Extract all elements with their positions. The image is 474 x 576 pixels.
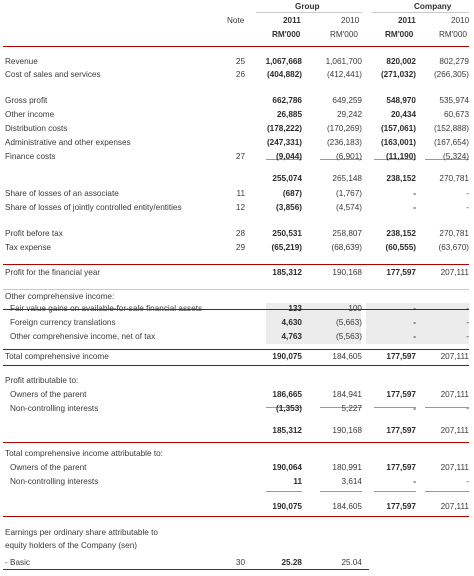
- group-2010-value: 3,614: [341, 477, 362, 486]
- group-2011-value: (687): [282, 189, 302, 198]
- group-2011-value: 662,786: [272, 96, 302, 105]
- company-2011-value: (163,001): [380, 138, 416, 147]
- group-2010-value: 1,061,700: [325, 57, 362, 66]
- company-header-rule: [372, 12, 469, 13]
- company-2011-value: 177,597: [386, 390, 416, 399]
- company-2011-value: 177,597: [386, 352, 416, 361]
- divider-before-tci-attr: [3, 442, 469, 443]
- company-2010-value: 207,111: [440, 390, 469, 399]
- row-label: Owners of the parent: [10, 463, 87, 472]
- row-label: Distribution costs: [5, 124, 68, 133]
- group-2010-value: 29,242: [336, 110, 362, 119]
- company-2010-value: (5,324): [443, 152, 469, 161]
- group-2010-value: 190,168: [332, 268, 362, 277]
- year-2010-company: 2010: [451, 16, 470, 25]
- company-2010-value: 207,111: [440, 502, 469, 511]
- group-2011-value: (247,331): [266, 138, 302, 147]
- group-2011-value: 250,531: [272, 229, 302, 238]
- row-label: Other income: [5, 110, 55, 119]
- company-2010-value: 535,974: [439, 96, 469, 105]
- company-2010-value: -: [466, 332, 469, 341]
- group-2011-value: (3,856): [276, 203, 302, 212]
- group-2011-value: 4,763: [281, 332, 302, 341]
- group-2011-value: (1,353): [276, 404, 302, 413]
- group-2010-value: (412,441): [326, 70, 362, 79]
- company-2011-value: (60,555): [385, 243, 416, 252]
- group-2010-value: (4,574): [336, 203, 362, 212]
- company-2011-value: -: [413, 332, 416, 341]
- company-2011-value: -: [413, 304, 416, 313]
- row-label: Foreign currency translations: [10, 318, 116, 327]
- subtotal-rule-c1c: [266, 491, 302, 492]
- row-label: Total comprehensive income: [5, 352, 109, 361]
- company-2010-value: -: [466, 203, 469, 212]
- row-label: Earnings per ordinary share attributable to: [5, 528, 158, 537]
- company-2011-value: -: [413, 477, 416, 486]
- group-2010-value: 5,227: [341, 404, 362, 413]
- group-2010-value: 184,605: [332, 352, 362, 361]
- row-label: Administrative and other expenses: [5, 138, 131, 147]
- divider-before-eps: [3, 516, 469, 517]
- row-note: 30: [235, 558, 245, 567]
- row-label: Other comprehensive income:: [5, 292, 115, 301]
- group-2010-value: 184,605: [332, 502, 362, 511]
- row-label: Finance costs: [5, 152, 56, 161]
- group-2011-value: 11: [293, 477, 302, 486]
- group-2010-value: (236,183): [326, 138, 362, 147]
- group-2010-value: 25.04: [341, 558, 362, 567]
- group-2011-value: 1,067,668: [265, 57, 302, 66]
- company-2011-value: 177,597: [386, 268, 416, 277]
- row-label: Fair value gains on available-for-sale financial assets: [10, 304, 203, 313]
- group-2010-value: (5,663): [336, 318, 362, 327]
- group-2011-value: 185,312: [272, 268, 302, 277]
- company-2010-value: (167,654): [433, 138, 469, 147]
- company-2011-value: -: [413, 404, 416, 413]
- company-2010-value: 207,111: [440, 426, 469, 435]
- year-2011-group: 2011: [283, 16, 301, 25]
- company-2010-value: 207,111: [440, 268, 469, 277]
- unit-2010-company: RM'000: [439, 30, 467, 39]
- group-2010-value: 184,941: [332, 390, 362, 399]
- group-2010-value: 100: [348, 304, 362, 313]
- company-2011-value: (157,061): [380, 124, 416, 133]
- company-2010-value: -: [466, 304, 469, 313]
- company-2011-value: 177,597: [386, 502, 416, 511]
- subtotal-rule-c3c: [374, 491, 416, 492]
- divider-before-tci: [3, 349, 469, 350]
- company-2010-value: 270,781: [439, 174, 469, 183]
- group-2010-value: (170,269): [326, 124, 362, 133]
- row-label: - Basic: [5, 558, 31, 567]
- company-2011-value: 548,970: [386, 96, 416, 105]
- company-2011-value: 238,152: [386, 229, 416, 238]
- divider-before-pbt: [3, 264, 469, 265]
- divider-pfy-top: [3, 289, 469, 290]
- company-2010-value: 60,673: [443, 110, 469, 119]
- row-label: Cost of sales and services: [5, 70, 101, 79]
- company-2011-value: 20,434: [390, 110, 416, 119]
- divider-after-tci: [3, 365, 469, 366]
- note-header: Note: [227, 16, 245, 25]
- company-2010-value: -: [466, 404, 469, 413]
- row-label: equity holders of the Company (sen): [5, 541, 137, 550]
- company-2011-value: -: [413, 203, 416, 212]
- row-note: 25: [235, 57, 245, 66]
- group-2010-value: 258,807: [332, 229, 362, 238]
- company-2010-value: 802,279: [439, 57, 469, 66]
- group-2011-value: 255,074: [272, 174, 302, 183]
- company-2010-value: (63,670): [438, 243, 469, 252]
- company-2010-value: -: [466, 189, 469, 198]
- row-note: 28: [235, 229, 245, 238]
- row-label: Gross profit: [5, 96, 48, 105]
- group-2011-value: 26,885: [276, 110, 302, 119]
- row-label: Tax expense: [5, 243, 51, 252]
- group-2010-value: 190,168: [332, 426, 362, 435]
- unit-2010-group: RM'000: [330, 30, 358, 39]
- subtotal-rule-c2c: [320, 491, 362, 492]
- company-2011-value: (11,190): [385, 152, 416, 161]
- group-2011-value: (178,222): [266, 124, 302, 133]
- group-2010-value: (68,639): [331, 243, 362, 252]
- company-2010-value: 270,781: [439, 229, 469, 238]
- company-2010-value: -: [466, 477, 469, 486]
- group-2011-value: 190,064: [272, 463, 302, 472]
- company-2011-value: 238,152: [386, 174, 416, 183]
- group-2011-value: 4,630: [281, 318, 302, 327]
- row-label: Share of losses of an associate: [5, 189, 119, 198]
- row-label: Profit for the financial year: [5, 268, 101, 277]
- group-2011-value: 25.28: [281, 558, 302, 567]
- company-2010-value: -: [466, 318, 469, 327]
- unit-2011-group: RM'000: [272, 30, 301, 39]
- group-2011-value: 186,665: [272, 390, 302, 399]
- group-2010-value: (1,767): [336, 189, 362, 198]
- row-note: 12: [235, 203, 245, 212]
- company-2010-value: (152,888): [433, 124, 469, 133]
- group-2010-value: 649,259: [332, 96, 362, 105]
- group-2010-value: 180,991: [332, 463, 362, 472]
- row-label: Other comprehensive income, net of tax: [10, 332, 156, 341]
- group-2010-value: 265,148: [332, 174, 362, 183]
- row-label: Non-controlling interests: [10, 477, 99, 486]
- group-2011-value: 190,075: [272, 352, 302, 361]
- row-label: Owners of the parent: [10, 390, 87, 399]
- row-note: 11: [236, 189, 245, 198]
- group-2010-value: (5,563): [336, 332, 362, 341]
- group-2011-value: 190,075: [272, 502, 302, 511]
- group-2011-value: (404,882): [266, 70, 302, 79]
- subtotal-rule-c4c: [425, 491, 469, 492]
- group-header: Group: [295, 2, 320, 11]
- year-2010-group: 2010: [341, 16, 360, 25]
- row-label: Non-controlling interests: [10, 404, 99, 413]
- company-2010-value: 207,111: [440, 352, 469, 361]
- group-2010-value: (6,901): [336, 152, 362, 161]
- group-2011-value: (9,044): [276, 152, 302, 161]
- unit-2011-company: RM'000: [385, 30, 414, 39]
- group-2011-value: (65,219): [271, 243, 302, 252]
- row-label: Profit before tax: [5, 229, 63, 238]
- header-divider: [3, 46, 469, 47]
- divider-bottom: [3, 569, 369, 570]
- company-2011-value: (271,032): [380, 70, 416, 79]
- group-2011-value: 185,312: [272, 426, 302, 435]
- company-2011-value: 820,002: [386, 57, 416, 66]
- company-2011-value: -: [413, 189, 416, 198]
- row-note: 27: [235, 152, 245, 161]
- year-2011-company: 2011: [398, 16, 416, 25]
- group-2011-value: 133: [288, 304, 302, 313]
- company-2011-value: 177,597: [386, 463, 416, 472]
- row-label: Revenue: [5, 57, 38, 66]
- row-note: 26: [235, 70, 245, 79]
- company-2011-value: -: [413, 318, 416, 327]
- company-2011-value: 177,597: [386, 426, 416, 435]
- row-label: Share of losses of jointly controlled entity/entities: [5, 203, 182, 212]
- row-note: 29: [235, 243, 245, 252]
- row-label: Total comprehensive income attributable to:: [5, 449, 163, 458]
- company-header: Company: [414, 2, 452, 11]
- company-2010-value: 207,111: [440, 463, 469, 472]
- group-header-rule: [256, 12, 362, 13]
- company-2010-value: (266,305): [433, 70, 469, 79]
- row-label: Profit attributable to:: [5, 376, 79, 385]
